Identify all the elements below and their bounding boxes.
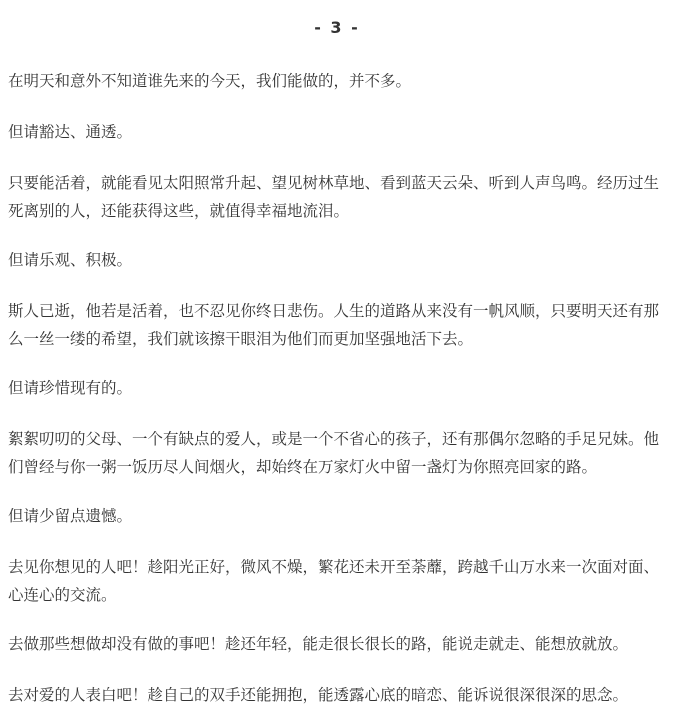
paragraph-departed: 斯人已逝，他若是活着，也不忍见你终日悲伤。人生的道路从来没有一帆风顺，只要明天还有那么一丝一缕的希望，我们就该擦干眼泪为他们而更加坚强地活下去。 [8, 302, 660, 348]
paragraph-alive: 只要能活着，就能看见太阳照常升起、望见树林草地、看到蓝天云朵、听到人声鸟鸣。经历过生死离别的人，还能获得这些，就值得幸福地流泪。 [8, 174, 660, 220]
paragraph-heading-cherish: 但请珍惜现有的。 [8, 379, 133, 397]
paragraph-heading-regret: 但请少留点遗憾。 [8, 507, 133, 525]
paragraph-do: 去做那些想做却没有做的事吧！趁还年轻，能走很长很长的路，能说走就走、能想放就放。 [8, 635, 629, 653]
paragraph-meet: 去见你想见的人吧！趁阳光正好，微风不燥，繁花还未开至荼蘼，跨越千山万水来一次面对面、心连心的交流。 [8, 558, 660, 604]
paragraph-heading-optimistic: 但请乐观、积极。 [8, 251, 133, 269]
paragraph-confess: 去对爱的人表白吧！趁自己的双手还能拥抱，能透露心底的暗恋、能诉说很深很深的思念。 [8, 686, 629, 704]
paragraph-family: 絮絮叨叨的父母、一个有缺点的爱人，或是一个不省心的孩子，还有那偶尔忽略的手足兄妹。他们曾经与你一粥一饭历尽人间烟火，却始终在万家灯火中留一盏灯为你照亮回家的路。 [8, 430, 660, 476]
page-number: - 3 - [314, 18, 360, 37]
paragraph-heading-open-minded: 但请豁达、通透。 [8, 123, 133, 141]
paragraph-intro: 在明天和意外不知道谁先来的今天，我们能做的，并不多。 [8, 72, 412, 90]
